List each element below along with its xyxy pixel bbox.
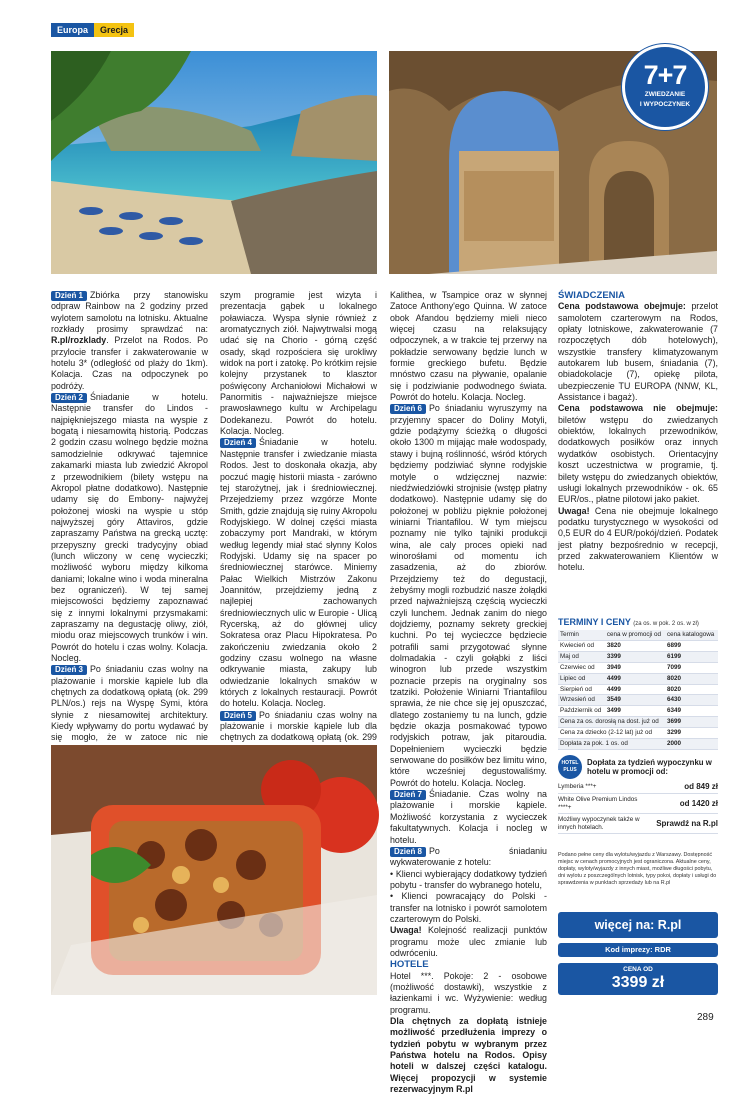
beach-photo	[51, 51, 377, 274]
page-number: 289	[697, 1012, 714, 1023]
day-6	[390, 403, 547, 789]
day-2-tag: Dzień 2	[51, 393, 87, 403]
table-row	[558, 662, 718, 673]
day-3-tag: Dzień 3	[51, 665, 87, 675]
day-7-text: Śniadanie. Czas wolny na plażowanie i morskie kąpiele. Możliwość korzystania z wycieczek fakultatywnych. Kolacja i nocleg w hotelu.	[390, 789, 547, 845]
hotel-option-name: Lymberia ***+	[558, 782, 597, 790]
hotel-logo-line-1: HOTEL	[561, 759, 579, 766]
schedule-link[interactable]: R.pl/rozklady	[51, 335, 107, 346]
price-table-header	[558, 630, 718, 640]
day-4-tag: Dzień 4	[220, 438, 256, 448]
hotel-plus-header	[558, 753, 718, 780]
day-8-tag: Dzień 8	[390, 847, 426, 857]
trip-code-label: Kod imprezy: RDR	[558, 943, 718, 957]
included-label: Cena podstawowa obejmuje:	[558, 301, 686, 312]
table-cell: 7099	[667, 663, 682, 671]
table-cell: 3699	[667, 718, 682, 726]
hotel-plus-box	[558, 753, 718, 834]
hotel-option-price: od 1420 zł	[679, 799, 718, 808]
breadcrumb	[51, 23, 134, 37]
hotel-option-name: White Olive Premium Lindos ****+	[558, 796, 638, 811]
warning	[390, 925, 547, 959]
more-info-button[interactable]: więcej na: R.pl	[558, 912, 718, 938]
table-cell: 3299	[667, 729, 682, 737]
day-2	[51, 392, 208, 664]
table-row	[558, 651, 718, 662]
terms-subtitle: (za os. w pok. 2 os. w zł)	[633, 621, 699, 627]
hotel-option[interactable]	[558, 814, 718, 834]
hotel-option-price: Sprawdź na R.pl	[656, 819, 718, 828]
table-row	[558, 673, 718, 684]
promo-badge	[622, 44, 708, 130]
services-included	[558, 301, 718, 403]
table-cell: 8020	[667, 674, 682, 682]
included-text: przelot samolotem czarterowym na Rodos, opłaty lotniskowe, zakwaterowanie (7 rozpoczętych dób hotelowych), wszystkie transfery klimatyzowanym autokarem lub busem, śniadania (7), obiadokolacje (7), opiekę pilota, ubezpieczenie TU EUROPA (NNW, KL, Assistance i bagaż).	[558, 301, 718, 403]
table-cell: 6349	[667, 707, 682, 715]
excluded-label: Cena podstawowa nie obejmuje:	[558, 403, 718, 414]
day-6-tag: Dzień 6	[390, 404, 426, 414]
services-heading: ŚWIADCZENIA	[558, 290, 626, 301]
table-cell: 6430	[667, 696, 682, 704]
warning-label: Uwaga!	[390, 925, 422, 936]
hotel-plus-title: Dopłata za tydzień wypoczynku w hotelu w promocji od:	[587, 757, 712, 776]
table-row	[558, 684, 718, 695]
day-1-text-b: . Przelot na Rodos. Po przylocie transfer i zakwaterowanie w hotelu 3* (odległość od plaży do 1km). Kolacja. Czas na odpoczynek po podróży.	[51, 335, 208, 391]
hotel-option-price: od 849 zł	[684, 782, 718, 791]
breadcrumb-europa[interactable]: Europa	[51, 23, 94, 37]
day-8	[390, 846, 547, 869]
price-from-label: CENA OD	[623, 966, 653, 973]
table-row-extra	[558, 717, 718, 728]
day-7	[390, 789, 547, 846]
day-5-tag: Dzień 5	[220, 711, 256, 721]
table-row-extra	[558, 739, 718, 750]
table-cell: Czerwiec od	[560, 663, 595, 671]
table-cell: Cena za dziecko (2-12 lat) już od	[560, 729, 653, 737]
badge-line-2: I WYPOCZYNEK	[639, 101, 691, 108]
table-cell: 6899	[667, 641, 682, 649]
hotels-text: Hotel ***. Pokoje: 2 - osobowe (możliwość dostawki), wszystkie z łazienkami i wc. Wyżywienie: według programu.	[390, 970, 547, 1015]
table-cell: 3549	[606, 696, 621, 704]
table-cell: Maj od	[560, 652, 579, 660]
day-4-text: Śniadanie w hotelu. Następnie transfer i zwiedzanie miasta Rodos. Jest to doskonała okazja, aby poczuć magię historii miasta - zarówno tej starożytnej, jak i średniowiecznej. Przejedziemy przez wzgórze Monte Smith, gdzie znajdują się ruiny Akropolu Rodyjskiego. W dolnej części miasta zobaczymy port Mandraki, w którym według legendy miał stać słynny Kolos Rodyjski. Udamy się na spacer po średniowiecznej starówce. Miniemy Pałac Wielkich Mistrzów Zakonu Joannitów, przejdziemy jedną z najlepiej zachowanych średniowiecznych ulic w Europie - Ulicą Rycerską, aż do głównej ulicy Sokratesa oraz Placu Hipokratesa. Po zakończeniu zwiedzania około 2 godziny czasu wolnego na własne odkrywanie miasta, zakupy lub odwiedzanie lokalnych smaków w których z lokalnych restauracji. Powrót do hotelu. Kolacja. Nocleg.	[220, 437, 377, 709]
day-7-tag: Dzień 7	[390, 790, 426, 800]
hotels-extension	[390, 1016, 547, 1095]
table-cell: Październik od	[560, 707, 602, 715]
warning-text: Kolejność realizacji punktów programu może ulec zmianie lub odwróceniu.	[390, 925, 547, 958]
badge-title: 7+7	[643, 60, 687, 90]
services-note-label: Uwaga!	[558, 505, 590, 516]
price-from-box[interactable]	[558, 963, 718, 995]
col-header-promo: cena w promocji od	[606, 631, 662, 638]
hotel-option[interactable]	[558, 780, 718, 794]
services-note	[558, 506, 718, 574]
hotel-plus-logo	[558, 755, 582, 779]
breadcrumb-grecja[interactable]: Grecja	[94, 23, 134, 37]
table-cell: 4499	[606, 674, 621, 682]
day-3-continued: szym programie jest wizyta i prezentacja gąbek u lokalnego poławiacza. Wyspa słynie również z aromatycznych ziół. Najwytrwalsi mogą udać się na Chorio - górną część osady, skąd rozpościera się urokliwy widok na port i zatokę. Po krótkim rejsie kolejny przystanek to klasztor poświęcony Archaniołowi Michałowi w Panormitis - najważniejsze miejsce prawosławnego kultu w Archipelagu Dodekanezu. Powrót do hotelu. Kolacja. Nocleg.	[220, 290, 377, 437]
table-row	[558, 706, 718, 717]
table-cell: 3949	[606, 663, 621, 671]
day-1-tag: Dzień 1	[51, 291, 87, 301]
table-cell: Wrzesień od	[560, 696, 595, 704]
table-cell: Lipiec od	[560, 674, 586, 682]
day-1	[51, 290, 208, 392]
day-5-text: Po śniadaniu czas wolny na plażowanie i morskie kąpiele lub dla chętnych za dodatkową opłatą (ok. 299	[220, 709, 377, 743]
services-excluded	[558, 403, 718, 505]
terms-and-prices	[558, 617, 718, 750]
table-cell: 3499	[606, 707, 621, 715]
hotel-option-name: Możliwy wypoczynek także w innych hotelach.	[558, 816, 640, 831]
col-header-catalog: cena katalogowa	[667, 631, 715, 638]
table-cell: 6199	[667, 652, 682, 660]
day-3-text: Po śniadaniu czas wolny na plażowanie i morskie kąpiele lub dla chętnych za dodatkową opłatą (ok. 299 PLN/os.) rejs na Wyspę Symi, która słynie z niesamowitej architektury. Kiedy wpływamy do portu wydawać by się mogło, że w zatoce nic nie	[51, 664, 208, 743]
col-header-term: Termin	[560, 631, 579, 638]
hotels-heading: HOTELE	[390, 959, 429, 971]
moussaka-photo	[51, 745, 377, 995]
table-cell: Sierpień od	[560, 685, 592, 693]
bullet-1: • Klienci wybierający dodatkowy tydzień pobytu - transfer do wybranego hotelu,	[390, 868, 547, 890]
table-cell: Cena za os. dorosłą na dost. już od	[560, 718, 659, 726]
hotel-logo-line-2: PLUS	[563, 766, 577, 773]
day-2-text: Śniadanie w hotelu. Następnie transfer do Lindos - najpiękniejszego miasta na wyspie z bogatą i niesamowitą historią. Podczas 2 godzin czasu wolnego będzie można samodzielnie odkrywać tajemnice zakamarki miasta lub zwiedzić Akropol z przewodnikiem (bilety wstępu na Akropol płatne dodatkowo). Następnie udamy się do Embony- najwyżej położonej wioski na wyspie u stóp najwyższej góry Attaviros, gdzie zapraszamy Państwa na grecką ucztę: przepyszny grecki tradycyjny obiad (lunch wliczony w cenę wycieczki; możliwość wyboru między kilkoma daniami; lokalne wino i woda mineralna bez ograniczeń). W tej samej miejscowości będziemy zapoznawać się z innymi lokalnymi przysmakami: zapraszamy na degustację oliwy, ziół, miodu oraz miejscowych trunków i win. Powrót do hotelu i czas wolny. Kolacja. Nocleg.	[51, 392, 208, 663]
table-cell: 3820	[606, 641, 621, 649]
day-6-text: Po śniadaniu wyruszymy na przyjemny spacer do Doliny Motyli, gdzie podążymy ścieżką o długości około 1300 m mijając małe wodospady, stawy i bujną roślinność, wśród których będziemy podziwiać słynne rodyjskie motyle o wdzięcznej nazwie: niedźwiedziówki strojnisie (wstęp płatny dodatkowo). Następnie udamy się do położonej w pobliżu pięknie położonej winiarni Triantafilou. W tym miejscu poznamy nie tylko tajniki produkcji wina, ale calу proces opieki nad winorośłami od momentu ich zasadzenia, aż do zbiorów. Przejdziemy też do degustacji, żebyśmy mogli rozbudzić nasze żołądki przed najważniejszą częścią wycieczki czyli lunchem. Jednak zanim do niego dojdziemy, poznamy sekrety greckiej kuchni. Po tej wycieczce będziecie potrafili sami przygotować słynne dolmadakia - czyli gołąbki z liści winogron lub przede wszystkim poznacie przepis na oryginalny sos tzatziki. Położenie Winiarni Triantafilou sprawia, że nie chce się jej opuszczać, dlatego zostaniemy tu na lunch, gdzie będzie okazja posmakować typowo rodyjskich potraw, jak pitaroudia. Dopełnieniem wycieczki będzie serwowane do posiłków bez limitu wino, które wcześniej degustowaliśmy. Powrót do hotelu. Kolacja. Nocleg.	[390, 403, 547, 788]
table-row-extra	[558, 728, 718, 739]
badge-line-1: ZWIEDZANIE	[644, 91, 686, 98]
table-cell: 2000	[667, 740, 682, 748]
terms-title	[558, 617, 718, 627]
day-5-continued: Kalithea, w Tsampice oraz w słynnej Zatoce Anthony'ego Quinna. W zatoce obok Afandou będziemy mieli nieco więcej czasu na relaksujący odpoczynek, a w trakcie tej przerwy na pokładzie serwowany będzie lunch w formie greckiego bufetu. Będzie mnóstwo czasu na pływanie, opalanie się i podziwianie podwodnego świata. Powrót do hotelu. Kolacja. Nocleg.	[390, 290, 547, 403]
price-table	[558, 630, 718, 750]
table-cell: 4499	[606, 685, 621, 693]
program-column-3	[390, 290, 547, 1095]
terms-title-text: TERMINY I CENY	[558, 617, 631, 627]
excluded-text: biletów wstępu do zwiedzanych obiektów, lokalnych przewodników, dodatkowych posiłków oraz innych wydatków osobistych. Orientacyjny koszt uczestnictwa w programie, tj. bilety wstępu do zwiedzanych obiektów, usługi lokalnych przewodników - ok. 65 EUR/os., płatne pilotowi jako pakiet.	[558, 414, 718, 505]
price-from-value: 3399 zł	[611, 974, 665, 991]
hotels-extension-text: Dla chętnych za dopłatą istnieje możliwość przedłużenia imprezy o tydzień pobytu w wybranym przez Państwa hotelu na Rodos. Opisy hoteli w dalszej części katalogu. Więcej propozycji w systemie rezerwacyjnym R.pl	[390, 1016, 547, 1095]
day-8-text: Po śniadaniu wykwaterowanie z hotelu:	[390, 845, 547, 868]
table-cell: 3399	[606, 652, 621, 660]
table-cell: 8020	[667, 685, 682, 693]
services-column	[558, 290, 718, 574]
day-1-text: Zbiórka przy stanowisku odpraw Rainbow na 2 godziny przed wylotem samolotu na lotnisku. Aktualne rozkłady prosimy sprawdzać na:	[51, 290, 208, 335]
hotel-option[interactable]	[558, 794, 718, 814]
table-row	[558, 640, 718, 651]
table-row	[558, 695, 718, 706]
price-disclaimer: Podano pełne ceny dla wylotu/wyjazdu z Warszawy. Dostępność miejsc w cenach promocyjnych jest ograniczona. Aktualne ceny, dopłaty, wyloty/wyjazdy z innych miast, możliwe długości pobytu, dni wylotu z poszczególnych lotnisk, typy pokoi, dopłaty i usługi do sprawdzenia w punktach sprzedaży lub na R.pl	[558, 852, 717, 886]
table-cell: Kwiecień od	[560, 641, 594, 649]
services-note-text: Cena nie obejmuje lokalnego podatku turystycznego w wysokości od 0,5 EUR do 4 EUR/pokój/dzień. Podatek jest płatny bezpośrednio w recepcji, przed zakwaterowaniem Klientów w hotelu.	[558, 505, 718, 573]
table-cell: Dopłata za pok. 1 os. od	[560, 740, 628, 748]
bullet-2: • Klienci powracający do Polski - transfer na lotnisko i powrót samolotem czarterowym do Polski.	[390, 891, 547, 924]
day-4	[220, 437, 377, 709]
